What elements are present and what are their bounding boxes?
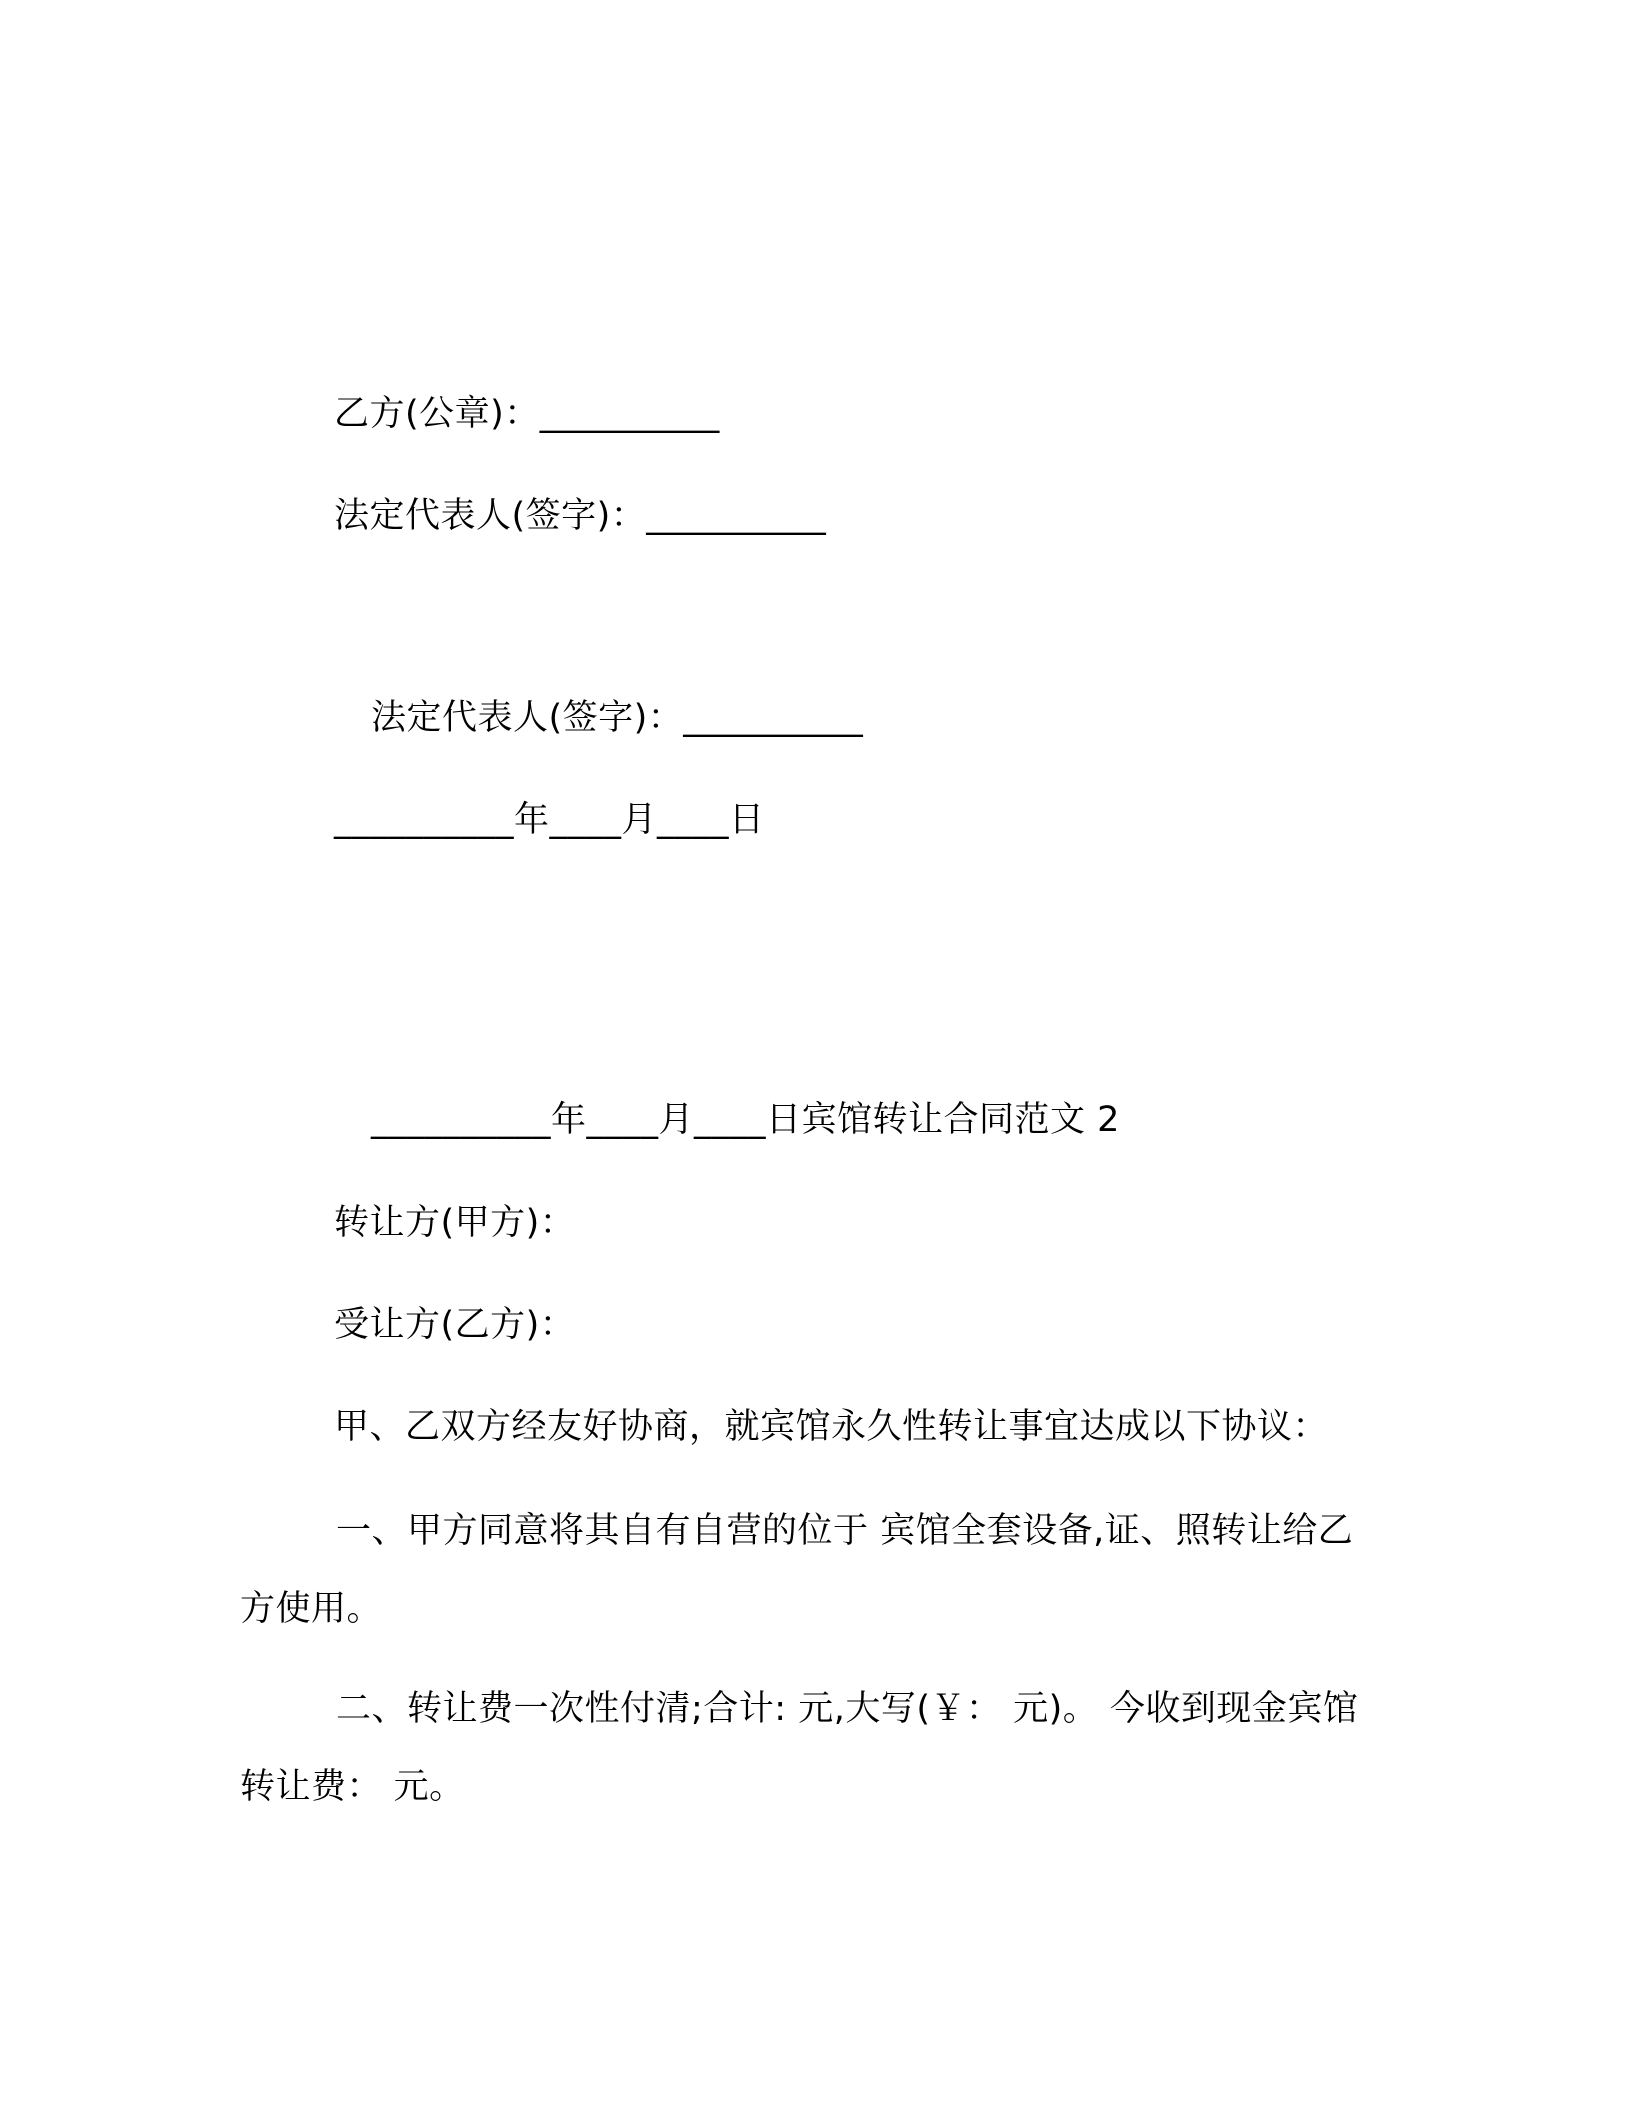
party-b-seal-line: 乙方(公章)：__________: [334, 394, 720, 434]
transferor-label: 转让方(甲方)：: [334, 1203, 576, 1243]
clause-1-paragraph: 一、甲方同意将其自有自营的位于 宾馆全套设备,证、照转让给乙方使用。: [240, 1511, 1354, 1629]
transferee-label: 受让方(乙方)：: [334, 1305, 576, 1345]
clause-2-paragraph: 二、转让费一次性付清;合计: 元,大写(￥： 元)。 今收到现金宾馆转让费： 元。: [240, 1689, 1359, 1807]
legal-representative-signature-line: 法定代表人(签字)：__________: [334, 496, 827, 536]
preamble-paragraph: 甲、乙双方经友好协商，就宾馆永久性转让事宜达成以下协议：: [334, 1407, 1329, 1447]
contract-title: __________年____月____日宾馆转让合同范文 2: [371, 1100, 1120, 1140]
date-line: __________年____月____日: [334, 800, 765, 840]
legal-representative-signature-line-2: 法定代表人(签字)：__________: [371, 698, 864, 738]
